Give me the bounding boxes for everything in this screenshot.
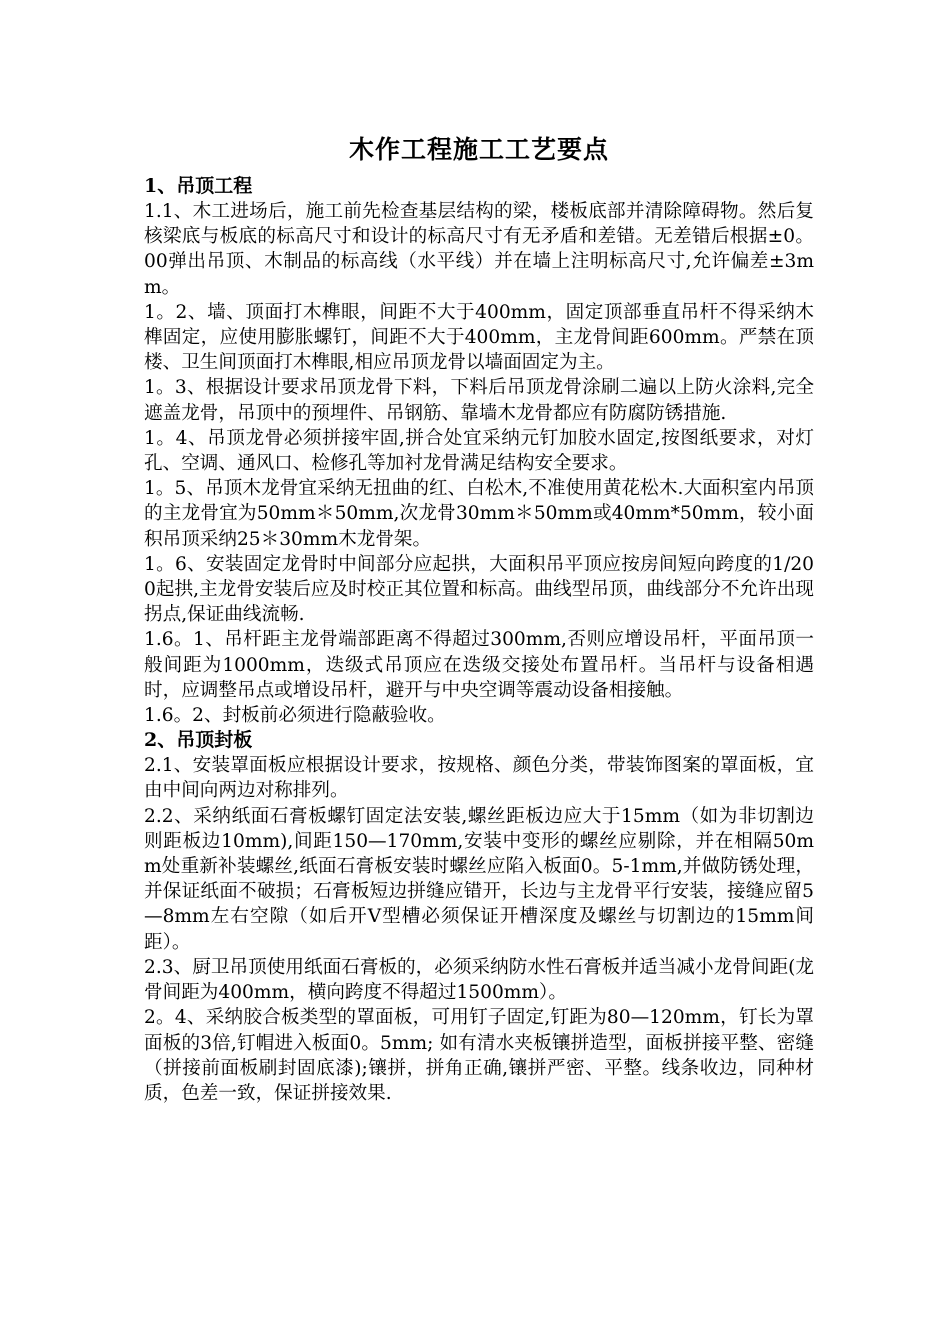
paragraph: 1。3、根据设计要求吊顶龙骨下料，下料后吊顶龙骨涂刷二遍以上防火涂料,完全遮盖龙骨，吊顶中的预埋件、吊钢筋、靠墙木龙骨都应有防腐防锈措施. — [144, 377, 814, 424]
section-ceiling-works — [144, 174, 814, 728]
paragraph: 1.6。1、吊杆距主龙骨端部距离不得超过300mm,否则应增设吊杆，平面吊顶一般间距为1000mm，迭级式吊顶应在迭级交接处布置吊杆。当吊杆与设备相遇时，应调整吊点或增设吊杆，避开与中央空调等震动设备相接触。 — [144, 629, 814, 701]
section-heading: 1、吊顶工程 — [144, 175, 253, 197]
paragraph: 1.1、木工进场后，施工前先检查基层结构的梁，楼板底部并清除障碍物。然后复核梁底与板底的标高尺寸和设计的标高尺寸有无矛盾和差错。无差错后根据±0。00弹出吊顶、木制品的标高线（水平线）并在墙上注明标高尺寸,允许偏差±3mm。 — [144, 201, 814, 298]
section-ceiling-panels — [144, 728, 814, 1106]
page-title: 木作工程施工工艺要点 — [348, 135, 609, 164]
paragraph: 2.3、厨卫吊顶使用纸面石膏板的，必须采纳防水性石膏板并适当减小龙骨间距(龙骨间距为400mm，横向跨度不得超过1500mm）。 — [144, 956, 814, 1004]
document-page — [144, 132, 814, 1106]
paragraph: 2.2、采纳纸面石膏板螺钉固定法安装,螺丝距板边应大于15mm（如为非切割边则距板边10mm),间距150—170mm,安装中变形的螺丝应剔除，并在相隔50mm处重新补装螺丝,纸面石膏板安装时螺丝应陷入板面0。5-1mm,并做防锈处理，并保证纸面不破损；石膏板短边拼缝应错开，长边与主龙骨平行安装，接缝应留5—8mm左右空隙（如后开V型槽必须保证开槽深度及螺丝与切割边的15mm间距）。 — [144, 805, 814, 953]
paragraph: 1.6。2、封板前必须进行隐蔽验收。 — [144, 705, 446, 727]
section-heading: 2、吊顶封板 — [144, 729, 253, 752]
paragraph: 1。6、安装固定龙骨时中间部分应起拱，大面积吊平顶应按房间短向跨度的1/200起拱,主龙骨安装后应及时校正其位置和标高。曲线型吊顶，曲线部分不允许出现拐点,保证曲线流畅. — [144, 553, 814, 626]
paragraph: 1。2、墙、顶面打木榫眼，间距不大于400mm，固定顶部垂直吊杆不得采纳木榫固定，应使用膨胀螺钉，间距不大于400mm，主龙骨间距600mm。严禁在顶楼、卫生间顶面打木榫眼,相应吊顶龙骨以墙面固定为主。 — [144, 301, 814, 374]
paragraph: 1。5、吊顶木龙骨宜采纳无扭曲的红、白松木,不准使用黄花松木.大面积室内吊顶的主龙骨宜为50mm＊50mm,次龙骨30mm＊50mm或40mm*50mm，较小面积吊顶采纳25＊30mm木龙骨架。 — [144, 478, 814, 550]
paragraph: 2.1、安装罩面板应根据设计要求，按规格、颜色分类，带装饰图案的罩面板，宜由中间向两边对称排列。 — [144, 755, 814, 802]
paragraph: 1。4、吊顶龙骨必须拼接牢固,拼合处宜采纳元钉加胶水固定,按图纸要求，对灯孔、空调、通风口、检修孔等加衬龙骨满足结构安全要求。 — [144, 427, 814, 475]
paragraph: 2。4、采纳胶合板类型的罩面板，可用钉子固定,钉距为80—120mm，钉长为罩面板的3倍,钉帽进入板面0。5mm; 如有清水夹板镶拼造型，面板拼接平整、密缝（拼接前面板刷封固底漆);镶拼，拼角正确,镶拼严密、平整。线条收边，同种材质，色差一致，保证拼接效果. — [144, 1007, 814, 1104]
